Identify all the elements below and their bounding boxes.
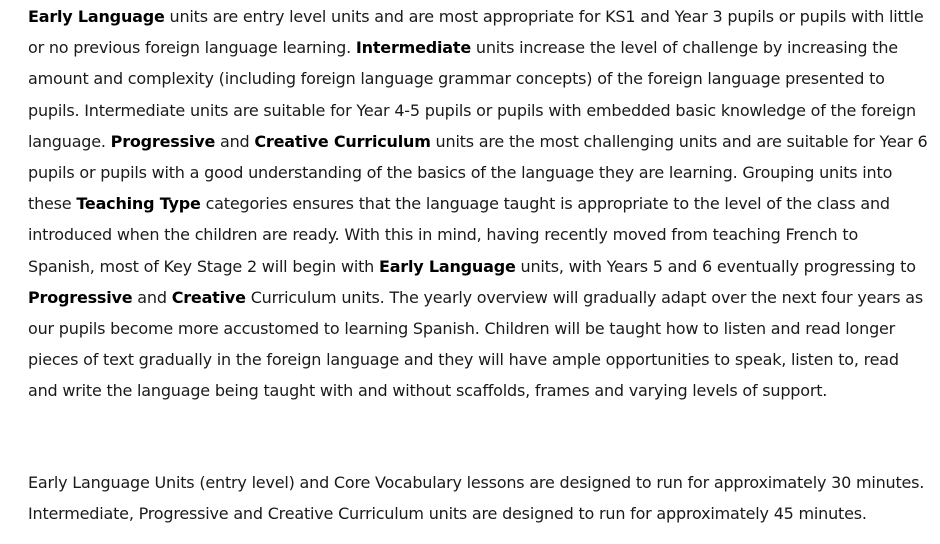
text-segment: Curriculum units. The yearly overview will gradually adapt over the next four years as our pupils become more accustomed to learning Spanish. Children will be taught how to listen and read longer pieces of text gradually in the foreign language and they will have ample opportunities to speak, listen to, read and write the language being taught with and without scaffolds, frames and varying levels of support. [28, 287, 923, 401]
text-segment: and [132, 287, 172, 307]
text-segment: categories ensures that the language taught is appropriate to the level of the class and introduced when the children are ready. With this in mind, having recently moved from teaching French to Spanish, most of Key Stage 2 will begin with [28, 194, 890, 276]
term-progressive: Progressive [28, 287, 133, 307]
text-segment: units increase the level of challenge by increasing the amount and complexity (including foreign language grammar concepts) of the foreign language presented to pupils. Intermediate units are suitable for Year 4-5 pupils or pupils with embedded basic knowledge of the foreign language. [28, 38, 916, 151]
text-segment: and [215, 131, 255, 151]
term-creative-curriculum: Creative Curriculum [254, 131, 431, 151]
lesson-duration-paragraph [28, 467, 928, 529]
document-body [28, 1, 928, 529]
text-segment: units, with Years 5 and 6 eventually progressing to [515, 256, 916, 276]
duration-line-early: Early Language Units (entry level) and Core Vocabulary lessons are designed to run for approximately 30 minutes. [28, 472, 925, 492]
term-early-language: Early Language [28, 7, 165, 26]
duration-line-advanced: Intermediate, Progressive and Creative Curriculum units are designed to run for approximately 45 minutes. [28, 503, 867, 523]
term-intermediate: Intermediate [355, 38, 471, 58]
text-segment: units are entry level units and are most appropriate for KS1 and Year 3 pupils or pupils with little or no previous foreign language learning. [28, 7, 924, 58]
term-creative: Creative [171, 287, 246, 307]
text-segment: units are the most challenging units and are suitable for Year 6 pupils or pupils with a good understanding of the basics of the language they are learning. Grouping units into these [28, 131, 928, 214]
teaching-types-paragraph [28, 1, 928, 407]
term-teaching-type: Teaching Type [76, 194, 201, 214]
term-progressive: Progressive [110, 131, 216, 151]
term-early-language: Early Language [378, 256, 516, 276]
